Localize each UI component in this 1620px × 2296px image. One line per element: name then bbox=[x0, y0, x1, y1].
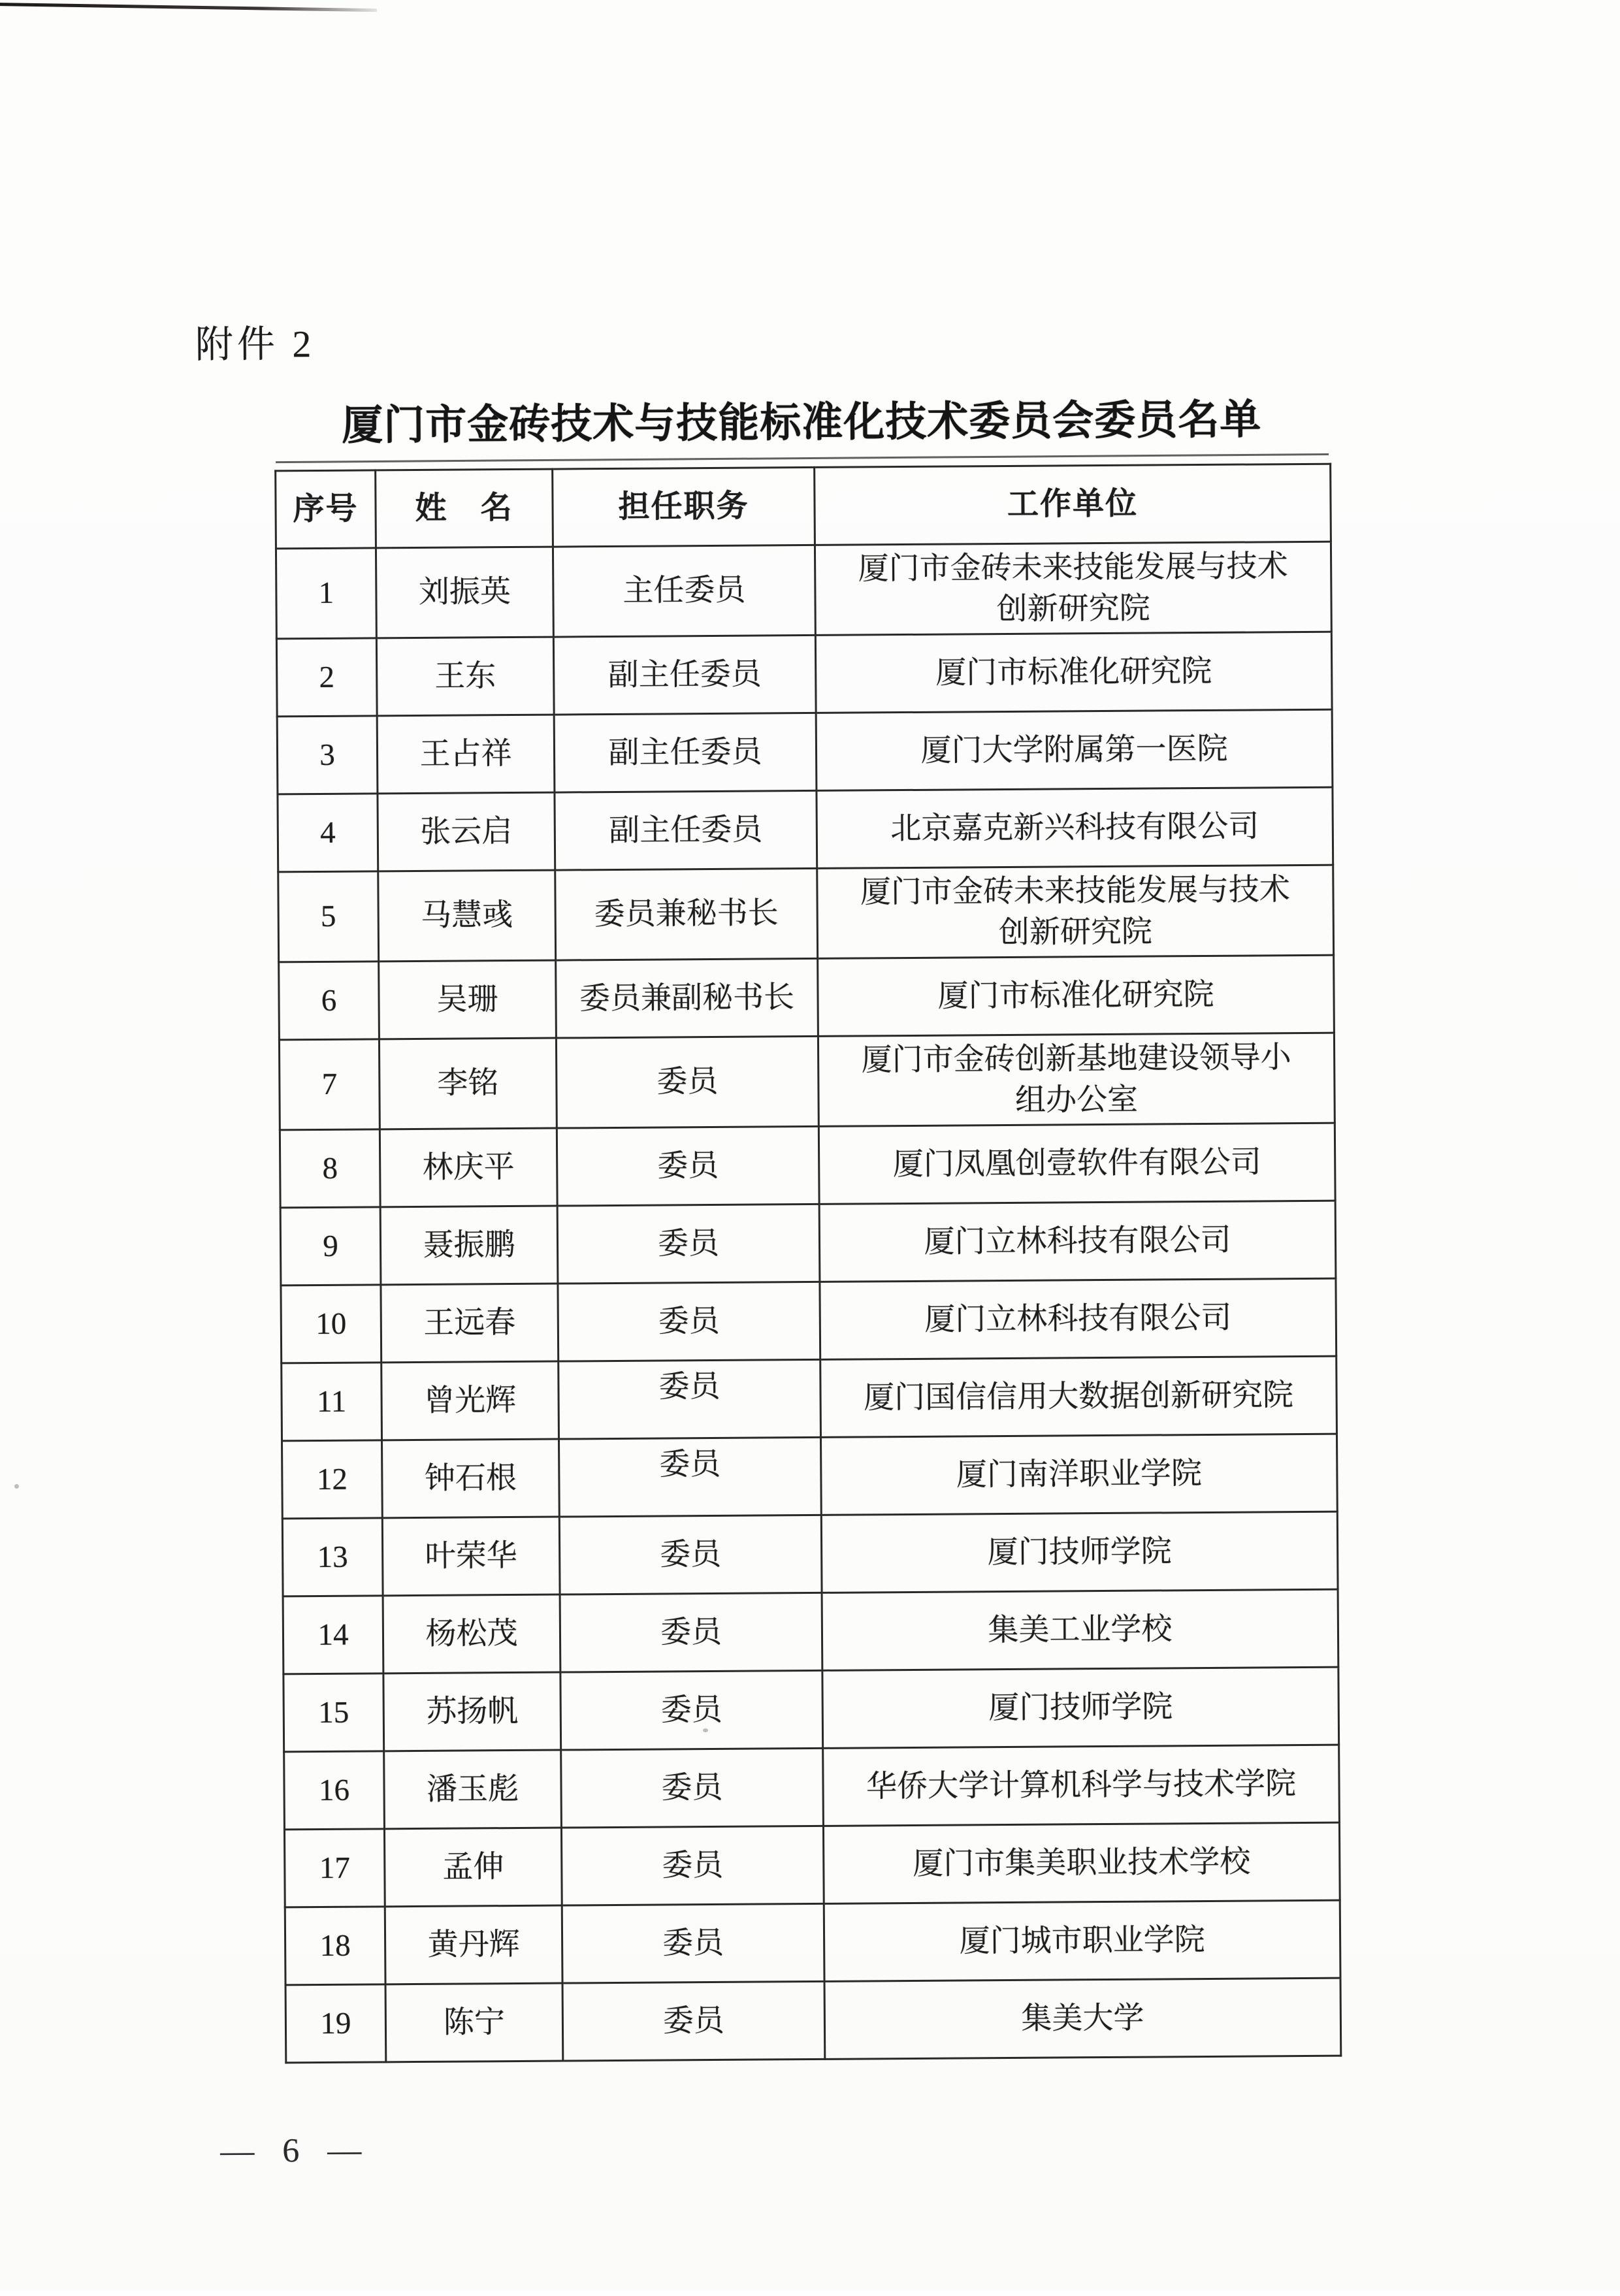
table-row bbox=[284, 1667, 1339, 1752]
member-unit: 华侨大学计算机科学与技术学院 bbox=[823, 1745, 1340, 1826]
member-name: 聂振鹏 bbox=[380, 1206, 558, 1285]
member-duty: 委员 bbox=[561, 1826, 824, 1905]
member-unit: 集美工业学校 bbox=[822, 1589, 1338, 1670]
row-number: 4 bbox=[278, 794, 378, 872]
member-unit: 集美大学 bbox=[824, 1978, 1341, 2059]
row-number: 15 bbox=[284, 1673, 384, 1752]
row-number: 17 bbox=[284, 1829, 385, 1907]
table-row bbox=[277, 709, 1333, 794]
table-row bbox=[280, 1201, 1336, 1285]
table-row bbox=[283, 1589, 1338, 1674]
member-duty: 委员 bbox=[556, 1036, 818, 1128]
member-duty: 委员 bbox=[562, 1903, 824, 1983]
table-row bbox=[276, 632, 1332, 717]
row-number: 6 bbox=[279, 962, 380, 1040]
member-duty: 副主任委员 bbox=[555, 790, 817, 870]
row-number: 19 bbox=[285, 1984, 386, 2063]
member-name: 马慧彧 bbox=[378, 870, 556, 962]
member-duty: 副主任委员 bbox=[554, 713, 817, 792]
member-unit: 厦门大学附属第一医院 bbox=[816, 709, 1333, 790]
member-name: 黄丹辉 bbox=[385, 1905, 562, 1984]
member-name: 王占祥 bbox=[377, 715, 555, 794]
table-row bbox=[281, 1278, 1336, 1363]
member-duty: 委员兼秘书长 bbox=[555, 868, 818, 960]
row-number: 7 bbox=[279, 1039, 380, 1130]
member-name: 叶荣华 bbox=[382, 1517, 560, 1596]
member-name: 潘玉彪 bbox=[384, 1750, 562, 1829]
row-number: 3 bbox=[277, 716, 378, 794]
member-duty: 委员 bbox=[559, 1437, 822, 1517]
member-unit: 厦门市集美职业技术学校 bbox=[823, 1822, 1340, 1903]
row-number: 18 bbox=[285, 1907, 385, 1985]
member-unit: 厦门市金砖未来技能发展与技术 创新研究院 bbox=[815, 542, 1331, 635]
table-row bbox=[282, 1356, 1337, 1441]
member-duty: 委员 bbox=[560, 1670, 823, 1750]
member-unit: 厦门市金砖创新基地建设领导小 组办公室 bbox=[818, 1033, 1335, 1126]
row-number: 10 bbox=[281, 1285, 381, 1363]
table-row bbox=[282, 1512, 1338, 1596]
member-unit: 厦门技师学院 bbox=[821, 1512, 1338, 1593]
member-name: 钟石根 bbox=[382, 1439, 560, 1518]
table-row bbox=[280, 1123, 1335, 1208]
page-title: 厦门市金砖技术与技能标准化技术委员会委员名单 bbox=[341, 396, 1262, 449]
row-number: 11 bbox=[282, 1363, 382, 1441]
member-name: 孟伸 bbox=[384, 1828, 562, 1907]
member-duty: 委员 bbox=[557, 1126, 819, 1206]
member-unit: 厦门南洋职业学院 bbox=[820, 1434, 1337, 1515]
attachment-label: 附件 2 bbox=[195, 322, 316, 366]
member-duty: 委员 bbox=[560, 1593, 822, 1672]
member-name: 林庆平 bbox=[380, 1128, 557, 1207]
table-row bbox=[282, 1434, 1338, 1519]
page-number: — 6 — bbox=[220, 2131, 363, 2171]
column-header-unit: 工作单位 bbox=[815, 464, 1331, 545]
member-name: 刘振英 bbox=[376, 547, 553, 638]
table-row bbox=[278, 787, 1333, 872]
member-unit: 厦门凤凰创壹软件有限公司 bbox=[818, 1123, 1335, 1204]
member-name: 杨松茂 bbox=[383, 1594, 560, 1673]
member-duty: 主任委员 bbox=[553, 545, 815, 637]
scan-ghost-line bbox=[276, 453, 1329, 463]
member-duty: 委员 bbox=[561, 1748, 824, 1828]
member-name: 吴珊 bbox=[379, 960, 557, 1039]
member-duty: 委员 bbox=[557, 1204, 820, 1284]
member-unit: 厦门立林科技有限公司 bbox=[819, 1201, 1336, 1282]
column-header-duty: 担任职务 bbox=[553, 467, 815, 547]
member-duty: 委员 bbox=[559, 1515, 822, 1594]
member-name: 李铭 bbox=[379, 1038, 557, 1129]
table-row bbox=[279, 955, 1335, 1040]
member-duty: 委员 bbox=[558, 1282, 820, 1361]
row-number: 1 bbox=[276, 548, 376, 639]
member-duty: 副主任委员 bbox=[553, 635, 816, 715]
column-header-no: 序号 bbox=[276, 470, 376, 549]
row-number: 5 bbox=[278, 871, 379, 962]
member-table bbox=[274, 463, 1342, 2064]
member-unit: 厦门国信信用大数据创新研究院 bbox=[820, 1356, 1337, 1437]
member-unit: 厦门市金砖未来技能发展与技术 创新研究院 bbox=[817, 865, 1334, 958]
member-duty: 委员 bbox=[559, 1359, 821, 1439]
row-number: 8 bbox=[280, 1129, 380, 1208]
member-name: 张云启 bbox=[378, 792, 555, 871]
row-number: 16 bbox=[284, 1751, 385, 1830]
member-name: 王东 bbox=[376, 637, 554, 716]
row-number: 9 bbox=[280, 1207, 381, 1285]
row-number: 12 bbox=[282, 1440, 383, 1519]
member-name: 苏扬帆 bbox=[383, 1672, 561, 1751]
member-table-body bbox=[276, 542, 1340, 2063]
table-row bbox=[284, 1745, 1340, 1830]
column-header-name: 姓 名 bbox=[376, 469, 553, 548]
member-unit: 厦门技师学院 bbox=[822, 1667, 1339, 1748]
row-number: 13 bbox=[282, 1518, 383, 1596]
member-unit: 北京嘉克新兴科技有限公司 bbox=[817, 787, 1333, 868]
member-unit: 厦门城市职业学院 bbox=[824, 1900, 1340, 1981]
table-row bbox=[285, 1900, 1340, 1985]
table-row bbox=[285, 1978, 1341, 2063]
table-row bbox=[279, 1033, 1335, 1130]
member-duty: 委员兼副秘书长 bbox=[556, 958, 818, 1038]
row-number: 14 bbox=[283, 1596, 383, 1674]
table-row bbox=[276, 542, 1331, 639]
member-unit: 厦门市标准化研究院 bbox=[818, 955, 1335, 1036]
member-name: 王远春 bbox=[381, 1284, 559, 1363]
table-header-row bbox=[276, 464, 1331, 549]
member-name: 曾光辉 bbox=[381, 1361, 559, 1440]
member-name: 陈宁 bbox=[385, 1983, 563, 2062]
member-duty: 委员 bbox=[562, 1981, 825, 2061]
table-row bbox=[284, 1822, 1340, 1907]
row-number: 2 bbox=[276, 638, 377, 717]
table-row bbox=[278, 865, 1334, 962]
member-unit: 厦门立林科技有限公司 bbox=[820, 1278, 1336, 1359]
member-unit: 厦门市标准化研究院 bbox=[815, 632, 1332, 713]
